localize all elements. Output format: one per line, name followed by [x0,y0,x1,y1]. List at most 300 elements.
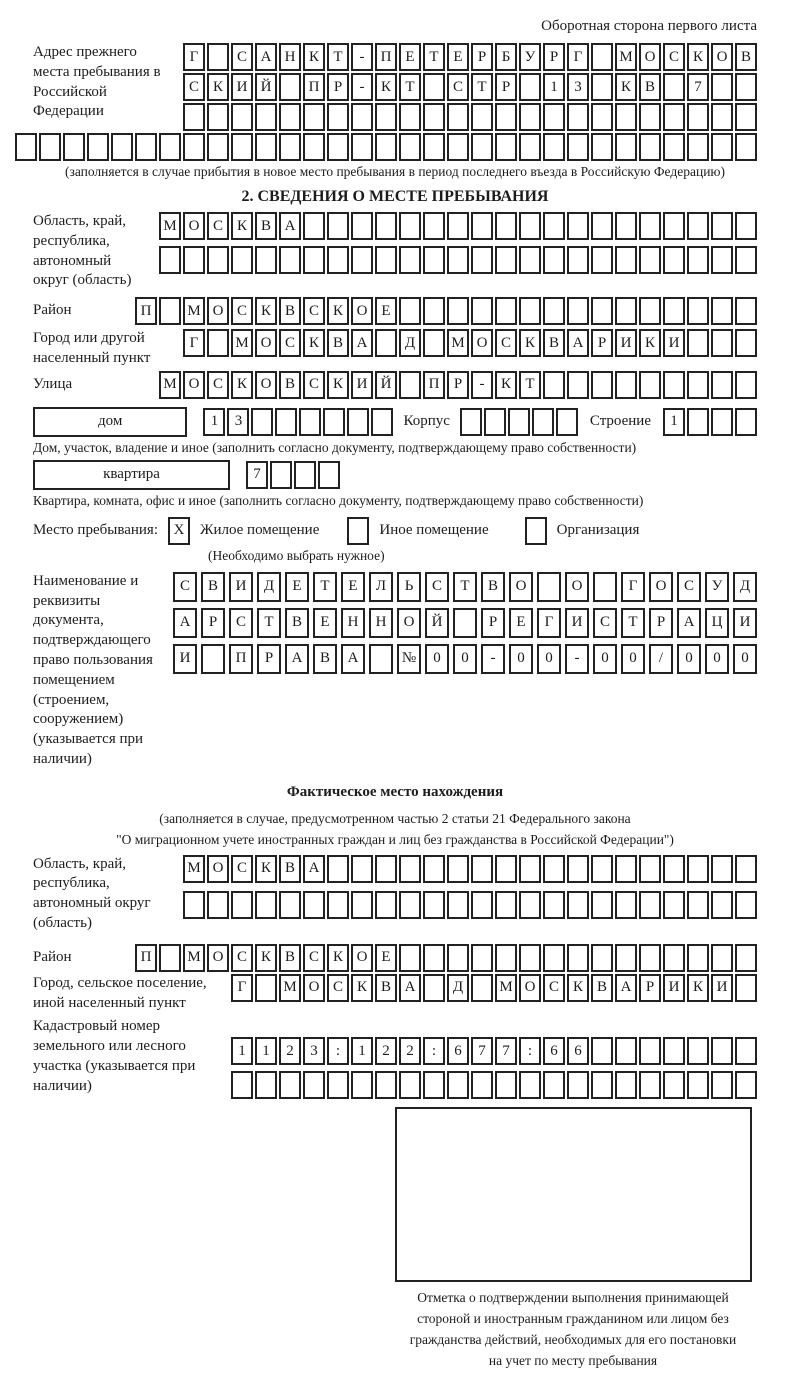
char-cell [423,974,445,1002]
char-cell: А [255,43,277,71]
char-cell [351,133,373,161]
char-cell [327,891,349,919]
char-cell: С [207,371,229,399]
char-cell [15,133,37,161]
char-cell [687,329,709,357]
char-cell [735,944,757,972]
char-cell: Е [341,572,365,602]
char-cell [567,1071,589,1099]
char-cell: № [397,644,421,674]
char-cell [543,855,565,883]
char-cell [615,855,637,883]
char-cell: Т [257,608,281,638]
char-cell: К [255,944,277,972]
char-cell: Е [313,608,337,638]
char-cell: 2 [375,1037,397,1065]
char-cell [255,246,277,274]
char-cell: С [231,43,253,71]
char-cell [399,297,421,325]
char-cell: П [423,371,445,399]
char-cell [735,855,757,883]
char-cell: Р [649,608,673,638]
char-cell: Р [495,73,517,101]
header-note: Оборотная сторона первого листа [541,18,757,34]
char-cell: К [375,73,397,101]
char-cell: Й [425,608,449,638]
char-cell: Т [399,73,421,101]
char-cell [279,103,301,131]
char-cell [423,73,445,101]
actual-region-label: Область, край, республика, автономный округ (область) [33,855,151,931]
char-cell: О [207,944,229,972]
char-cell: С [229,608,253,638]
char-cell [399,855,421,883]
char-cell [399,212,421,240]
district-row [135,297,757,325]
char-cell [207,43,229,71]
char-cell [39,133,61,161]
char-cell: С [447,73,469,101]
char-cell [294,461,316,489]
char-cell: И [711,974,733,1002]
char-cell: В [543,329,565,357]
char-cell: 0 [537,644,561,674]
char-cell [231,103,253,131]
apartment-cells [246,461,340,489]
char-cell [711,371,733,399]
char-cell [447,246,469,274]
char-cell: С [303,371,325,399]
prev-address-row-1 [183,43,757,71]
prev-address-row-4 [33,133,757,161]
char-cell [495,855,517,883]
char-cell: - [565,644,589,674]
char-cell [159,133,181,161]
char-cell: П [229,644,253,674]
char-cell: - [351,73,373,101]
char-cell: С [327,974,349,1002]
char-cell [231,246,253,274]
char-cell [543,246,565,274]
char-cell [735,891,757,919]
char-cell [279,1071,301,1099]
char-cell: С [663,43,685,71]
char-cell: О [303,974,325,1002]
stay-type-caption: (Необходимо выбрать нужное) [208,547,385,563]
char-cell [299,408,321,436]
char-cell: Г [183,329,205,357]
char-cell [735,371,757,399]
char-cell [63,133,85,161]
char-cell [255,1071,277,1099]
char-cell: Р [639,974,661,1002]
char-cell [639,297,661,325]
char-cell: Н [369,608,393,638]
char-cell: С [183,73,205,101]
char-cell [375,212,397,240]
char-cell: 1 [351,1037,373,1065]
char-cell: И [663,329,685,357]
char-cell: И [565,608,589,638]
char-cell [111,133,133,161]
char-cell [275,408,297,436]
city-label: Город или другой населенный пункт [33,330,151,366]
char-cell [711,944,733,972]
char-cell [567,371,589,399]
document-row-3 [173,644,757,674]
char-cell [687,944,709,972]
char-cell [663,891,685,919]
char-cell: С [231,944,253,972]
char-cell: 0 [593,644,617,674]
char-cell: О [565,572,589,602]
char-cell: Е [447,43,469,71]
house-type-box: дом [33,407,187,437]
char-cell: У [705,572,729,602]
char-cell [711,73,733,101]
char-cell [687,1071,709,1099]
char-cell: М [279,974,301,1002]
char-cell: М [159,371,181,399]
char-cell: О [519,974,541,1002]
char-cell [327,103,349,131]
char-cell [399,133,421,161]
char-cell [255,974,277,1002]
char-cell: Р [591,329,613,357]
char-cell [87,133,109,161]
stroenie-cells [663,408,757,436]
char-cell [567,246,589,274]
char-cell: 0 [733,644,757,674]
char-cell [423,944,445,972]
stamp-caption-line-3: гражданства действий, необходимых для его постановки [409,1332,737,1348]
char-cell [711,246,733,274]
char-cell [567,103,589,131]
char-cell [183,891,205,919]
char-cell [615,891,637,919]
char-cell [327,133,349,161]
char-cell [519,73,541,101]
apartment-type-box: квартира [33,460,230,490]
char-cell: К [495,371,517,399]
char-cell: Е [509,608,533,638]
char-cell: 0 [705,644,729,674]
char-cell [591,246,613,274]
char-cell [347,408,369,436]
char-cell: 6 [567,1037,589,1065]
char-cell [663,73,685,101]
char-cell [615,212,637,240]
char-cell: Н [279,43,301,71]
char-cell: 7 [687,73,709,101]
char-cell: М [183,855,205,883]
char-cell [711,212,733,240]
char-cell: В [279,371,301,399]
prev-address-label: Адрес прежнего места пребывания в Российской Федерации [33,44,161,120]
char-cell: А [173,608,197,638]
char-cell: И [229,572,253,602]
char-cell: К [327,297,349,325]
document-row-2 [173,608,757,638]
char-cell [471,297,493,325]
char-cell [231,891,253,919]
char-cell: К [207,73,229,101]
char-cell: К [519,329,541,357]
char-cell: В [279,944,301,972]
char-cell: А [341,644,365,674]
char-cell: С [593,608,617,638]
char-cell [447,855,469,883]
char-cell: В [285,608,309,638]
char-cell: Й [375,371,397,399]
char-cell [351,212,373,240]
char-cell [159,944,181,972]
document-label: Наименование и реквизиты документа, подтверждающего право пользования помещением (строением, сооружением) (указывается при наличии) [33,572,153,767]
actual-location-subtitle-line-2: "О миграционном учете иностранных граждан и лиц без гражданства в Российской Федерации") [116,831,674,847]
char-cell: 2 [399,1037,421,1065]
char-cell: В [279,297,301,325]
char-cell [423,103,445,131]
char-cell [663,1071,685,1099]
char-cell [471,133,493,161]
char-cell [270,461,292,489]
char-cell [453,608,477,638]
char-cell [543,944,565,972]
char-cell [327,212,349,240]
char-cell: О [471,329,493,357]
document-field [33,572,757,770]
char-cell [279,73,301,101]
char-cell [251,408,273,436]
house-row [33,407,757,437]
char-cell [735,1071,757,1099]
char-cell [687,855,709,883]
char-cell [735,297,757,325]
char-cell [471,855,493,883]
korpus-cells [460,408,578,436]
region-rows [159,212,757,274]
char-cell: Т [621,608,645,638]
char-cell [183,246,205,274]
char-cell [484,408,506,436]
char-cell: П [303,73,325,101]
char-cell [519,944,541,972]
char-cell [639,944,661,972]
char-cell: О [649,572,673,602]
char-cell [495,103,517,131]
char-cell: Р [257,644,281,674]
char-cell: С [677,572,701,602]
char-cell [399,246,421,274]
char-cell [460,408,482,436]
char-cell: К [255,297,277,325]
char-cell: 3 [567,73,589,101]
cadastral-label: Кадастровый номер земельного или лесного участка (указывается при наличии) [33,1018,196,1094]
char-cell: 1 [543,73,565,101]
char-cell [735,974,757,1002]
char-cell: К [303,329,325,357]
char-cell: П [135,944,157,972]
char-cell: В [313,644,337,674]
char-cell [303,212,325,240]
char-cell [351,855,373,883]
char-cell [519,891,541,919]
char-cell: С [543,974,565,1002]
char-cell: А [303,855,325,883]
char-cell [639,371,661,399]
char-cell: К [303,43,325,71]
actual-city-label: Город, сельское поселение, иной населенный пункт [33,974,207,1011]
char-cell: 7 [471,1037,493,1065]
char-cell [423,855,445,883]
char-cell [639,1071,661,1099]
char-cell: О [255,371,277,399]
char-cell [207,891,229,919]
char-cell [663,1037,685,1065]
char-cell: В [279,855,301,883]
char-cell: М [495,974,517,1002]
char-cell [375,855,397,883]
char-cell: О [207,297,229,325]
char-cell [663,297,685,325]
char-cell: Д [447,974,469,1002]
char-cell [543,891,565,919]
char-cell [303,1071,325,1099]
char-cell [447,891,469,919]
char-cell: 3 [303,1037,325,1065]
char-cell [327,1071,349,1099]
char-cell: Й [255,73,277,101]
char-cell: Ц [705,608,729,638]
char-cell: И [615,329,637,357]
char-cell [567,133,589,161]
char-cell: С [303,944,325,972]
char-cell [591,297,613,325]
char-cell [375,246,397,274]
char-cell [543,212,565,240]
char-cell [375,103,397,131]
char-cell [543,133,565,161]
char-cell: И [663,974,685,1002]
stamp-caption-line-2: стороной и иностранным гражданином или лицом без [417,1311,729,1327]
char-cell [447,212,469,240]
char-cell [591,212,613,240]
char-cell [495,1071,517,1099]
actual-district-label: Район [33,948,72,965]
house-caption: Дом, участок, владение и иное (заполнить согласно документу, подтверждающему право собственности) [33,439,637,455]
char-cell [519,246,541,274]
char-cell [639,891,661,919]
char-cell [687,212,709,240]
region-row-1 [159,212,757,240]
char-cell: Ь [397,572,421,602]
char-cell: М [231,329,253,357]
stay-option-organization-label: Организация [556,522,640,539]
char-cell: Г [537,608,561,638]
char-cell [375,329,397,357]
char-cell [687,297,709,325]
char-cell [508,408,530,436]
char-cell [351,246,373,274]
char-cell [231,133,253,161]
char-cell: К [231,212,253,240]
prev-address-row-2 [183,73,757,101]
char-cell [711,133,733,161]
char-cell: А [615,974,637,1002]
char-cell [591,855,613,883]
char-cell: : [519,1037,541,1065]
char-cell [255,103,277,131]
char-cell [423,1071,445,1099]
char-cell [471,212,493,240]
char-cell: - [351,43,373,71]
char-cell: К [687,974,709,1002]
char-cell: В [639,73,661,101]
char-cell: Т [423,43,445,71]
char-cell: О [639,43,661,71]
char-cell [711,103,733,131]
char-cell [519,133,541,161]
char-cell: 1 [203,408,225,436]
char-cell: Н [341,608,365,638]
char-cell [351,891,373,919]
char-cell [399,891,421,919]
char-cell [471,246,493,274]
char-cell [495,133,517,161]
region-field [33,212,757,291]
char-cell [351,1071,373,1099]
char-cell: Д [733,572,757,602]
char-cell: М [183,944,205,972]
char-cell [663,133,685,161]
actual-district-field [33,944,757,972]
char-cell [375,891,397,919]
char-cell: 1 [255,1037,277,1065]
char-cell [519,1071,541,1099]
char-cell: Е [285,572,309,602]
char-cell [537,572,561,602]
char-cell [591,1037,613,1065]
street-field [33,371,757,399]
char-cell: С [425,572,449,602]
char-cell: М [183,297,205,325]
char-cell [591,43,613,71]
char-cell: - [481,644,505,674]
char-cell: 7 [246,461,268,489]
char-cell [639,103,661,131]
char-cell [447,944,469,972]
char-cell [543,103,565,131]
char-cell: Б [495,43,517,71]
char-cell [593,572,617,602]
char-cell: К [687,43,709,71]
cadastral-field [33,1017,757,1099]
char-cell [279,133,301,161]
region-label: Область, край, республика, автономный округ (область) [33,213,132,289]
char-cell [567,212,589,240]
char-cell [399,371,421,399]
char-cell: М [159,212,181,240]
char-cell [303,891,325,919]
prev-address-row-3 [183,103,757,131]
char-cell [375,133,397,161]
char-cell: Р [481,608,505,638]
char-cell [519,103,541,131]
stay-checkbox-other [347,517,369,545]
actual-district-row [135,944,757,972]
char-cell [663,103,685,131]
document-row-1 [173,572,757,602]
